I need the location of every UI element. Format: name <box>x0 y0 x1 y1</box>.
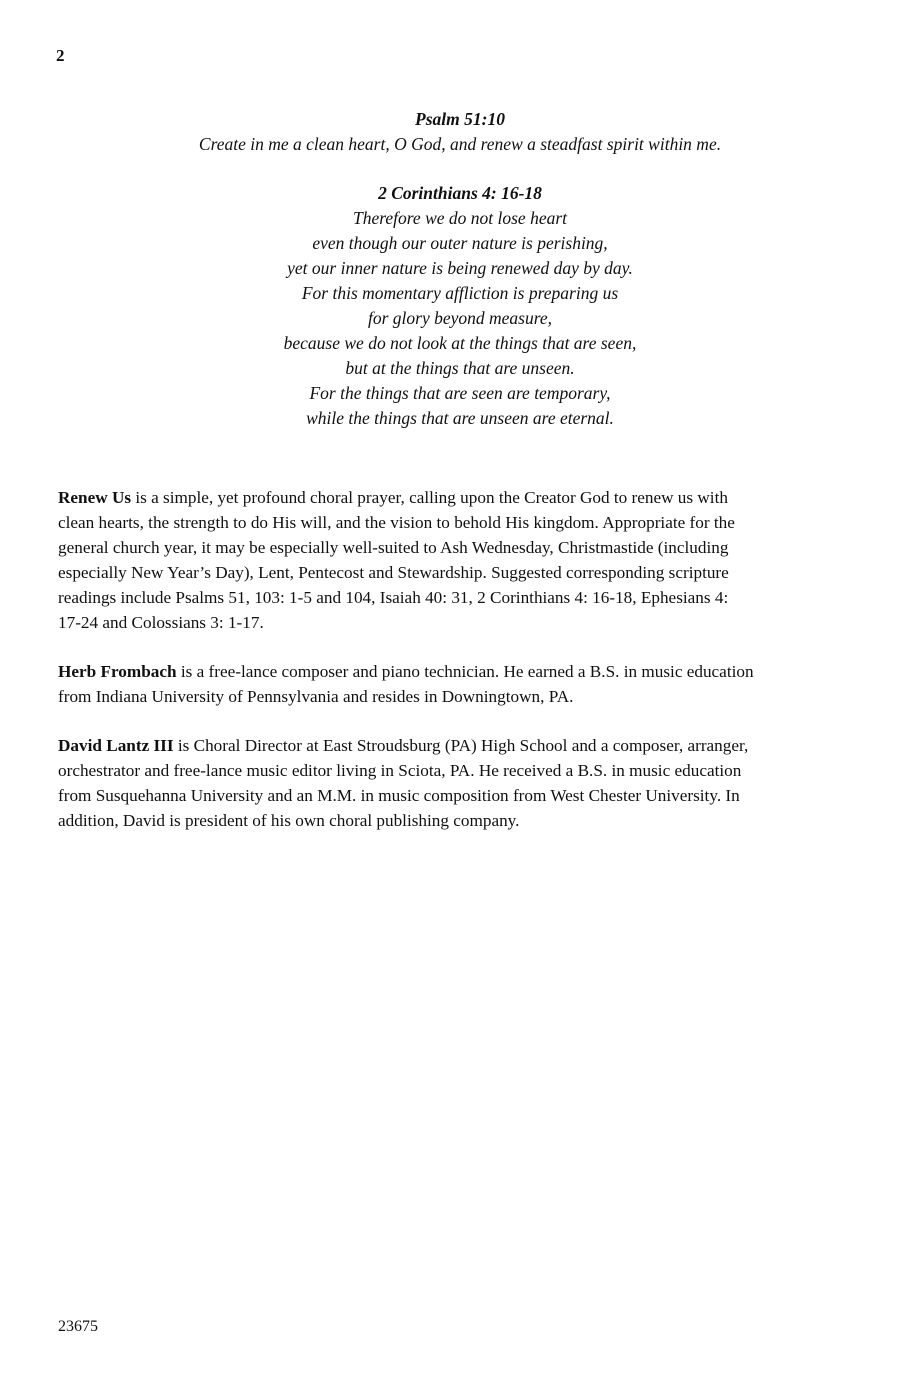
arranger-bio-line: David Lantz III is Choral Director at East Stroudsburg (PA) High School and a composer, arranger, <box>58 736 749 755</box>
corinthians-reference: 2 Corinthians 4: 16-18 <box>378 183 542 203</box>
corinthians-line: For the things that are seen are temporary, <box>309 383 611 403</box>
catalog-number: 23675 <box>58 1318 98 1335</box>
psalm-reference: Psalm 51:10 <box>415 109 505 129</box>
composer-bio-line: from Indiana University of Pennsylvania and resides in Downingtown, PA. <box>58 687 574 706</box>
arranger-bio-line: addition, David is president of his own choral publishing company. <box>58 811 520 830</box>
composer-bio <box>58 659 868 709</box>
arranger-bio-line: from Susquehanna University and an M.M. in music composition from West Chester University. In <box>58 786 740 805</box>
composer-name: Herb Frombach <box>58 662 177 681</box>
description-line: general church year, it may be especially well-suited to Ash Wednesday, Christmastide (including <box>58 538 729 557</box>
description-line: Renew Us is a simple, yet profound choral prayer, calling upon the Creator God to renew us with <box>58 488 728 507</box>
corinthians-line: while the things that are unseen are eternal. <box>306 408 614 428</box>
corinthians-line: yet our inner nature is being renewed day by day. <box>287 258 633 278</box>
corinthians-line: even though our outer nature is perishing, <box>312 233 608 253</box>
corinthians-block <box>0 181 900 431</box>
description-line: 17-24 and Colossians 3: 1-17. <box>58 613 264 632</box>
corinthians-line: Therefore we do not lose heart <box>352 208 568 228</box>
page-number: 2 <box>56 46 65 65</box>
piece-title: Renew Us <box>58 488 132 507</box>
corinthians-line: because we do not look at the things that are seen, <box>283 333 637 353</box>
corinthians-line: for glory beyond measure, <box>367 308 553 328</box>
arranger-bio <box>58 733 868 833</box>
description-line: especially New Year’s Day), Lent, Pentecost and Stewardship. Suggested corresponding scripture <box>58 563 729 582</box>
arranger-name: David Lantz III <box>58 736 174 755</box>
corinthians-line: For this momentary affliction is preparing us <box>301 283 619 303</box>
composer-bio-line: Herb Frombach is a free-lance composer and piano technician. He earned a B.S. in music education <box>58 662 754 681</box>
corinthians-line: but at the things that are unseen. <box>345 358 575 378</box>
psalm-text: Create in me a clean heart, O God, and renew a steadfast spirit within me. <box>198 134 722 154</box>
description-line: clean hearts, the strength to do His will, and the vision to behold His kingdom. Appropriate for the <box>58 513 735 532</box>
arranger-bio-line: orchestrator and free-lance music editor living in Sciota, PA. He received a B.S. in music education <box>58 761 742 780</box>
description-line: readings include Psalms 51, 103: 1-5 and 104, Isaiah 40: 31, 2 Corinthians 4: 16-18, Ephesians 4: <box>58 588 729 607</box>
description-paragraph <box>58 485 868 635</box>
psalm-block <box>0 107 900 157</box>
